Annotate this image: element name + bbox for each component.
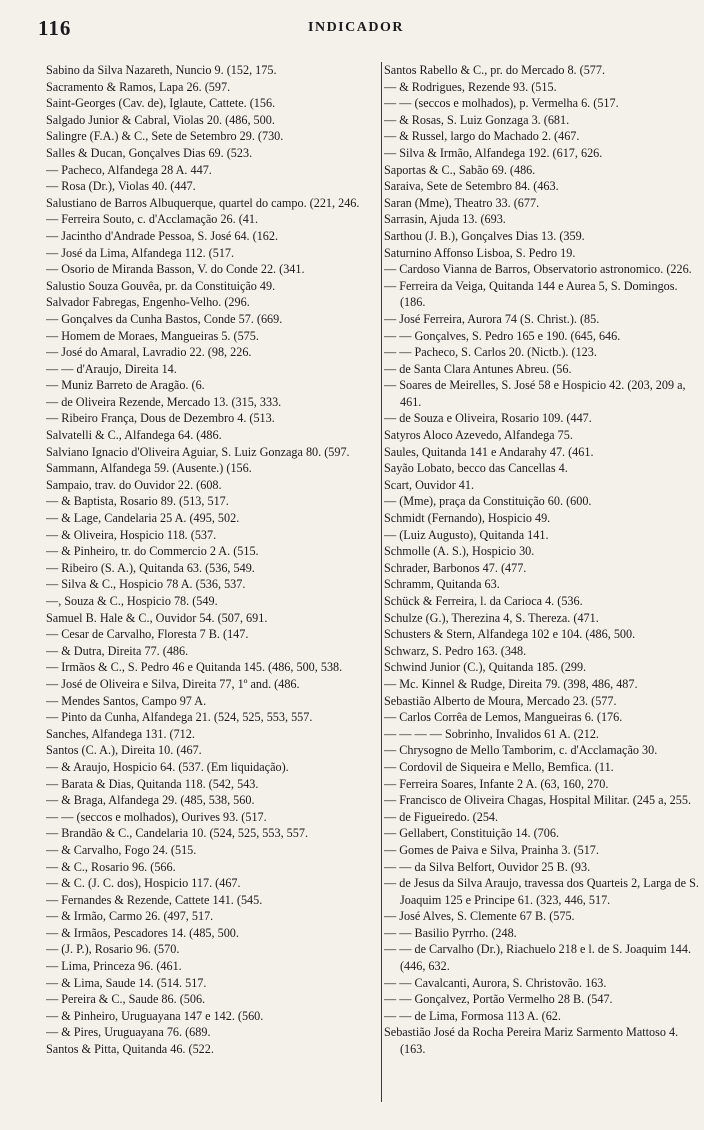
directory-entry: — Ferreira da Veiga, Quitanda 144 e Aurea 5, S. Domingos. (186. — [384, 278, 678, 310]
directory-entry: Schück & Ferreira, l. da Carioca 4. (536. — [384, 594, 583, 608]
directory-entry: Saran (Mme), Theatro 33. (677. — [384, 195, 540, 210]
directory-entry: — de Oliveira Rezende, Mercado 13. (315, 333. — [46, 394, 282, 409]
right-column — [384, 62, 702, 1058]
directory-entry: Salvador Fabregas, Engenho-Velho. (296. — [46, 295, 250, 310]
directory-entry: — Carlos Corrêa de Lemos, Mangueiras 6. (176. — [384, 710, 623, 725]
directory-entry: Saint-Georges (Cav. de), Iglaute, Cattete. (156. — [46, 96, 276, 111]
directory-entry: — — (seccos e molhados), p. Vermelha 6. (517. — [384, 96, 619, 111]
directory-entry: — — de Carvalho (Dr.), Riachuelo 218 e l. de S. Joaquim 144. (446, 632. — [384, 942, 692, 974]
directory-entry: — & Oliveira, Hospicio 118. (537. — [46, 527, 217, 542]
directory-entry: Salvatelli & C., Alfandega 64. (486. — [46, 428, 222, 443]
directory-entry: Saraiva, Sete de Setembro 84. (463. — [384, 179, 559, 194]
directory-entry: Scart, Ouvidor 41. — [384, 477, 475, 492]
directory-entry: — Mc. Kinnel & Rudge, Direita 79. (398, 486, 487. — [384, 676, 638, 691]
directory-entry: — & Braga, Alfandega 29. (485, 538, 560. — [46, 793, 255, 808]
directory-entry: — Mendes Santos, Campo 97 A. — [46, 693, 207, 708]
directory-entry: — — da Silva Belfort, Ouvidor 25 B. (93. — [384, 859, 591, 874]
directory-entry: Schramm, Quitanda 63. — [384, 577, 500, 592]
directory-entry: — & Lage, Candelaria 25 A. (495, 502. — [46, 511, 240, 526]
directory-entry: — José Ferreira, Aurora 74 (S. Christ.). (85. — [384, 311, 600, 326]
directory-entry: — José do Amaral, Lavradio 22. (98, 226. — [46, 345, 252, 360]
directory-entry: — de Souza e Oliveira, Rosario 109. (447. — [384, 411, 592, 426]
directory-entry: Schwarz, S. Pedro 163. (348. — [384, 643, 527, 658]
directory-entry: Schusters & Stern, Alfandega 102 e 104. (486, 500. — [384, 627, 636, 642]
directory-entry: — & Pinheiro, tr. do Commercio 2 A. (515. — [46, 544, 259, 559]
directory-entry: — de Santa Clara Antunes Abreu. (56. — [384, 361, 572, 376]
directory-entry: — Fernandes & Rezende, Cattete 141. (545. — [46, 892, 263, 907]
directory-entry: Saules, Quitanda 141 e Andarahy 47. (461. — [384, 444, 594, 459]
directory-entry: — & Araujo, Hospicio 64. (537. (Em liquidação). — [46, 759, 289, 774]
directory-entry: Sampaio, trav. do Ouvidor 22. (608. — [46, 477, 222, 492]
directory-entry: Santos (C. A.), Direita 10. (467. — [46, 743, 202, 758]
directory-entry: — & Russel, largo do Machado 2. (467. — [384, 129, 580, 144]
directory-entry: — — Cavalcanti, Aurora, S. Christovão. 163. — [384, 975, 607, 990]
directory-entry: — — (seccos e molhados), Ourives 93. (517. — [46, 809, 267, 824]
directory-entry: Schrader, Barbonos 47. (477. — [384, 560, 527, 575]
directory-entry: Satyros Aloco Azevedo, Alfandega 75. — [384, 428, 573, 443]
directory-entry: Schmolle (A. S.), Hospicio 30. — [384, 544, 535, 559]
directory-entry: — & Dutra, Direita 77. (486. — [46, 643, 189, 658]
directory-entry: Saportas & C., Sabão 69. (486. — [384, 162, 536, 177]
directory-entry: Salustiano de Barros Albuquerque, quartel do campo. (221, 246. — [46, 195, 360, 210]
directory-entry: — — Gonçalves, S. Pedro 165 e 190. (645, 646. — [384, 328, 621, 343]
left-column — [46, 62, 380, 1058]
directory-entry: — & Pires, Uruguayana 76. (689. — [46, 1025, 211, 1040]
directory-entry: — Muniz Barreto de Aragão. (6. — [46, 378, 205, 393]
directory-entry: — de Jesus da Silva Araujo, travessa dos Quarteis 2, Larga de S. Joaquim 125 e Principe 61. (323, 446, 517. — [384, 876, 699, 907]
directory-entry: — Irmãos & C., S. Pedro 46 e Quitanda 145. (486, 500, 538. — [46, 660, 343, 675]
directory-entry: — — Pacheco, S. Carlos 20. (Nictb.). (123. — [384, 345, 597, 360]
directory-entry: — Lima, Princeza 96. (461. — [46, 959, 182, 974]
directory-entry: Schulze (G.), Therezina 4, S. Thereza. (471. — [384, 610, 599, 625]
directory-entry: — (Mme), praça da Constituição 60. (600. — [384, 494, 592, 509]
directory-entry: Salingre (F.A.) & C., Sete de Setembro 29. (730. — [46, 129, 284, 144]
directory-entry: Saturnino Affonso Lisboa, S. Pedro 19. — [384, 245, 576, 260]
directory-entry: — José Alves, S. Clemente 67 B. (575. — [384, 909, 575, 924]
directory-entry: — Silva & Irmão, Alfandega 192. (617, 626. — [384, 145, 603, 160]
directory-entry: Santos & Pitta, Quitanda 46. (522. — [46, 1042, 214, 1057]
directory-entry: — Silva & C., Hospicio 78 A. (536, 537. — [46, 577, 246, 592]
directory-entry: Sebastião José da Rocha Pereira Mariz Sarmento Mattoso 4. (163. — [384, 1025, 679, 1057]
directory-entry: — Jacintho d'Andrade Pessoa, S. José 64. (162. — [46, 228, 279, 243]
directory-entry: Sarrasin, Ajuda 13. (693. — [384, 212, 506, 227]
directory-entry: — Gonçalves da Cunha Bastos, Conde 57. (669. — [46, 311, 283, 326]
directory-entry: — & Baptista, Rosario 89. (513, 517. — [46, 494, 229, 509]
directory-entry: — Ribeiro França, Dous de Dezembro 4. (513. — [46, 411, 275, 426]
directory-entry: Sebastião Alberto de Moura, Mercado 23. (577. — [384, 693, 617, 708]
directory-entry: Schwind Junior (C.), Quitanda 185. (299. — [384, 660, 587, 675]
directory-entry: Sammann, Alfandega 59. (Ausente.) (156. — [46, 461, 252, 476]
directory-entry: —, Souza & C., Hospicio 78. (549. — [46, 594, 218, 608]
directory-entry: — & Carvalho, Fogo 24. (515. — [46, 842, 197, 857]
directory-entry: — & Rosas, S. Luiz Gonzaga 3. (681. — [384, 112, 570, 127]
directory-entry: — (Luiz Augusto), Quitanda 141. — [384, 527, 549, 542]
directory-entry: — & Lima, Saude 14. (514. 517. — [46, 975, 207, 990]
directory-entry: — & Rodrigues, Rezende 93. (515. — [384, 79, 557, 94]
directory-entry: Sacramento & Ramos, Lapa 26. (597. — [46, 79, 231, 94]
directory-entry: — Ferreira Soares, Infante 2 A. (63, 160, 270. — [384, 776, 609, 791]
page-header — [38, 16, 674, 44]
directory-entry: — Rosa (Dr.), Violas 40. (447. — [46, 179, 196, 194]
directory-entry: — Barata & Dias, Quitanda 118. (542, 543. — [46, 776, 259, 791]
directory-entry: Salviano Ignacio d'Oliveira Aguiar, S. Luiz Gonzaga 80. (597. — [46, 444, 350, 459]
directory-entry: Samuel B. Hale & C., Ouvidor 54. (507, 691. — [46, 610, 268, 625]
directory-entry: — Pacheco, Alfandega 28 A. 447. — [46, 162, 212, 177]
directory-entry: Schmidt (Fernando), Hospicio 49. — [384, 511, 551, 526]
directory-entry: — — — — Sobrinho, Invalidos 61 A. (212. — [384, 726, 599, 741]
directory-entry: — José de Oliveira e Silva, Direita 77, 1º and. (486. — [46, 676, 300, 691]
directory-entry: Sarthou (J. B.), Gonçalves Dias 13. (359. — [384, 228, 585, 243]
directory-entry: — Pereira & C., Saude 86. (506. — [46, 992, 206, 1007]
directory-entry: Salles & Ducan, Gonçalves Dias 69. (523. — [46, 145, 253, 160]
directory-entry: — — Basilio Pyrrho. (248. — [384, 925, 517, 940]
directory-entry: Sabino da Silva Nazareth, Nuncio 9. (152, 175. — [46, 63, 277, 77]
directory-entry: — — d'Araujo, Direita 14. — [46, 361, 177, 376]
directory-entry: — & C., Rosario 96. (566. — [46, 859, 176, 874]
directory-entry: — Osorio de Miranda Basson, V. do Conde 22. (341. — [46, 262, 305, 277]
directory-entry: — Pinto da Cunha, Alfandega 21. (524, 525, 553, 557. — [46, 710, 313, 725]
directory-entry: — Francisco de Oliveira Chagas, Hospital Militar. (245 a, 255. — [384, 793, 691, 808]
directory-entry: — Homem de Moraes, Mangueiras 5. (575. — [46, 328, 259, 343]
directory-entry: — Soares de Meirelles, S. José 58 e Hospicio 42. (203, 209 a, 461. — [384, 378, 686, 409]
directory-entry: Sanches, Alfandega 131. (712. — [46, 726, 195, 741]
column-divider — [381, 62, 382, 1102]
directory-entry: — Cesar de Carvalho, Floresta 7 B. (147. — [46, 627, 249, 642]
directory-entry: — & Irmão, Carmo 26. (497, 517. — [46, 909, 214, 924]
directory-entry: — José da Lima, Alfandega 112. (517. — [46, 245, 235, 260]
directory-entry: Santos Rabello & C., pr. do Mercado 8. (577. — [384, 63, 606, 77]
directory-entry: — Gellabert, Constituição 14. (706. — [384, 826, 559, 841]
directory-entry: — Gomes de Paiva e Silva, Prainha 3. (517. — [384, 842, 599, 857]
directory-entry: — de Figueiredo. (254. — [384, 809, 499, 824]
directory-entry: — Cordovil de Siqueira e Mello, Bemfica. (11. — [384, 759, 614, 774]
directory-entry: — (J. P.), Rosario 96. (570. — [46, 942, 180, 957]
directory-entry: — Cardoso Vianna de Barros, Observatorio astronomico. (226. — [384, 262, 692, 277]
directory-entry: — Brandão & C., Candelaria 10. (524, 525, 553, 557. — [46, 826, 308, 841]
directory-entry: Salustio Souza Gouvêa, pr. da Constituição 49. — [46, 278, 276, 293]
directory-entry: — Chrysogno de Mello Tamborim, c. d'Acclamação 30. — [384, 743, 658, 758]
directory-entry: — Ribeiro (S. A.), Quitanda 63. (536, 549. — [46, 560, 255, 575]
directory-entry: — & Pinheiro, Uruguayana 147 e 142. (560. — [46, 1008, 264, 1023]
page-title: INDICADOR — [308, 20, 404, 35]
directory-entry: — — Gonçalvez, Portão Vermelho 28 B. (547. — [384, 992, 613, 1007]
directory-entry: — & Irmãos, Pescadores 14. (485, 500. — [46, 925, 239, 940]
directory-entry: Sayão Lobato, becco das Cancellas 4. — [384, 461, 568, 476]
directory-entry: — & C. (J. C. dos), Hospicio 117. (467. — [46, 876, 241, 891]
directory-entry: — Ferreira Souto, c. d'Acclamação 26. (41. — [46, 212, 259, 227]
page-number: 116 — [38, 16, 72, 40]
directory-entry: Salgado Junior & Cabral, Violas 20. (486, 500. — [46, 112, 275, 127]
directory-entry: — — de Lima, Formosa 113 A. (62. — [384, 1008, 561, 1023]
